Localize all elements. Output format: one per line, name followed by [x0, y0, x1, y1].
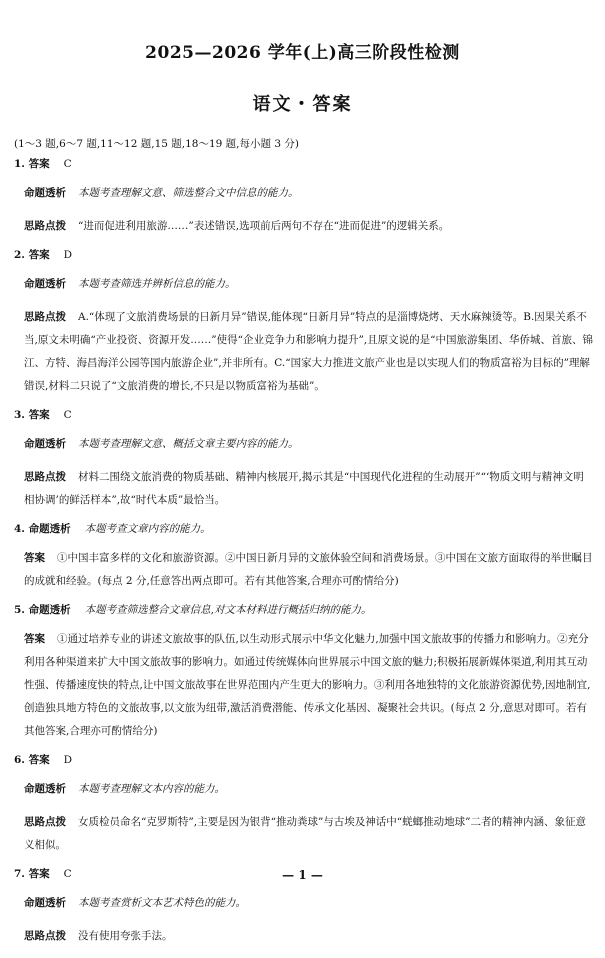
explanation-row [24, 778, 594, 801]
question-block [14, 157, 594, 238]
question-header [14, 408, 594, 423]
explanation-row [24, 628, 594, 743]
row-text: 本题考查筛选并辨析信息的能力。 [78, 278, 236, 290]
row-text: ①中国丰富多样的文化和旅游资源。②中国日新月异的文旅体验空间和消费场景。③中国在文旅方面取得的举世瞩目的成就和经验。(每点 2 分,任意答出两点即可。若有其他答案,合理亦可酌情给分) [24, 552, 593, 587]
row-label: 思路点拨 [24, 471, 66, 483]
explanation-row [24, 811, 594, 857]
row-label: 命题透析 [24, 438, 66, 450]
row-label: 命题透析 [24, 278, 66, 290]
row-text: 没有使用夸张手法。 [78, 930, 173, 942]
question-block [14, 408, 594, 512]
row-label: 命题透析 [24, 783, 66, 795]
question-block [14, 248, 594, 398]
answer-list [14, 157, 594, 958]
explanation-row [24, 547, 594, 593]
question-number: 6. 答案 [14, 754, 50, 766]
explanation-row [24, 215, 594, 238]
row-label: 思路点拨 [24, 311, 66, 323]
row-text: A.“体现了文旅消费场景的日新月异”错误,能体现“日新月异”特点的是淄博烧烤、天水麻辣烫等。B.因果关系不当,原文未明确“产业投资、资源开发……”使得“企业竞争力和影响力提升”,且原文说的是“中国旅游集团、华侨城、首旅、锦江、方特、海昌海洋公园等国内旅游企业”,并非所有。C.“国家大力推进文旅产业也是以实现人们的物质富裕为目标的”理解错误,材料二只说了“文旅消费的增长,不只是以物质富裕为基础”。 [24, 311, 594, 392]
question-answer: D [63, 754, 73, 766]
row-text: ①通过培养专业的讲述文旅故事的队伍,以生动形式展示中华文化魅力,加强中国文旅故事的传播力和影响力。②充分利用各种渠道来扩大中国文旅故事的影响力。如通过传统媒体向世界展示中国文旅的魅力;积极拓展新媒体渠道,利用其互动性强、传播速度快的特点,让中国文旅故事在世界范围内产生更大的影响力。③利用各地独特的文化旅游资源优势,因地制宜,创造独具地方特色的文旅故事,以文旅为纽带,激活消费潜能、传承文化基因、凝聚社会共识。(每点 2 分,意思对即可。若有其他答案,合理亦可酌情给分) [24, 633, 591, 737]
page-number: — 1 — [282, 868, 323, 882]
question-answer: C [63, 158, 72, 170]
explanation-row [24, 273, 594, 296]
question-header [14, 753, 594, 768]
question-block [14, 603, 594, 743]
row-label: 命题透析 [24, 187, 66, 199]
row-text: 本题考查理解文意、筛选整合文中信息的能力。 [78, 187, 299, 199]
row-text: 本题考查理解文本内容的能力。 [78, 783, 225, 795]
question-answer: 本题考查文章内容的能力。 [84, 523, 211, 535]
question-number: 7. 答案 [14, 868, 50, 880]
row-label: 思路点拨 [24, 930, 66, 942]
row-text: 本题考查理解文意、概括文章主要内容的能力。 [78, 438, 299, 450]
question-header [14, 603, 594, 618]
explanation-row [24, 433, 594, 456]
row-label: 命题透析 [24, 897, 66, 909]
question-answer: C [63, 409, 72, 421]
explanation-row [24, 466, 594, 512]
question-number: 3. 答案 [14, 409, 50, 421]
explanation-row [24, 892, 594, 915]
row-text: 材料二围绕文旅消费的物质基础、精神内核展开,揭示其是“中国现代化进程的生动展开”“‘物质文明与精神文明相协调’的鲜活样本”,故“时代本质”最恰当。 [24, 471, 584, 506]
row-text: “进而促进利用旅游……”表述错误,选项前后两句不存在“进而促进”的逻辑关系。 [78, 220, 450, 232]
question-number: 1. 答案 [14, 158, 50, 170]
explanation-row [24, 182, 594, 205]
question-header [14, 522, 594, 537]
question-number: 4. 命题透析 [14, 523, 71, 535]
explanation-row [24, 925, 594, 948]
page-title: 2025—2026 学年(上)高三阶段性检测 [145, 43, 460, 63]
question-answer: D [63, 249, 73, 261]
row-label: 思路点拨 [24, 220, 66, 232]
row-label: 思路点拨 [24, 816, 66, 828]
row-label: 答案 [24, 633, 45, 645]
question-answer: C [63, 868, 72, 880]
question-number: 5. 命题透析 [14, 604, 71, 616]
explanation-row [24, 306, 594, 398]
question-block [14, 753, 594, 857]
question-number: 2. 答案 [14, 249, 50, 261]
row-text: 女质检员命名“克罗斯特”,主要是因为银背“推动粪球”与古埃及神话中“蜣螂推动地球”二者的精神内涵、象征意义相似。 [24, 816, 587, 851]
question-answer: 本题考查筛选整合文章信息,对文本材料进行概括归纳的能力。 [84, 604, 372, 616]
question-header [14, 157, 594, 172]
page-subtitle: 语文・答案 [252, 94, 353, 115]
row-label: 答案 [24, 552, 45, 564]
scoring-note: (1～3 题,6～7 题,11～12 题,15 题,18～19 题,每小题 3 分) [14, 138, 299, 150]
row-text: 本题考查赏析文本艺术特色的能力。 [78, 897, 246, 909]
question-header [14, 248, 594, 263]
question-block [14, 522, 594, 593]
